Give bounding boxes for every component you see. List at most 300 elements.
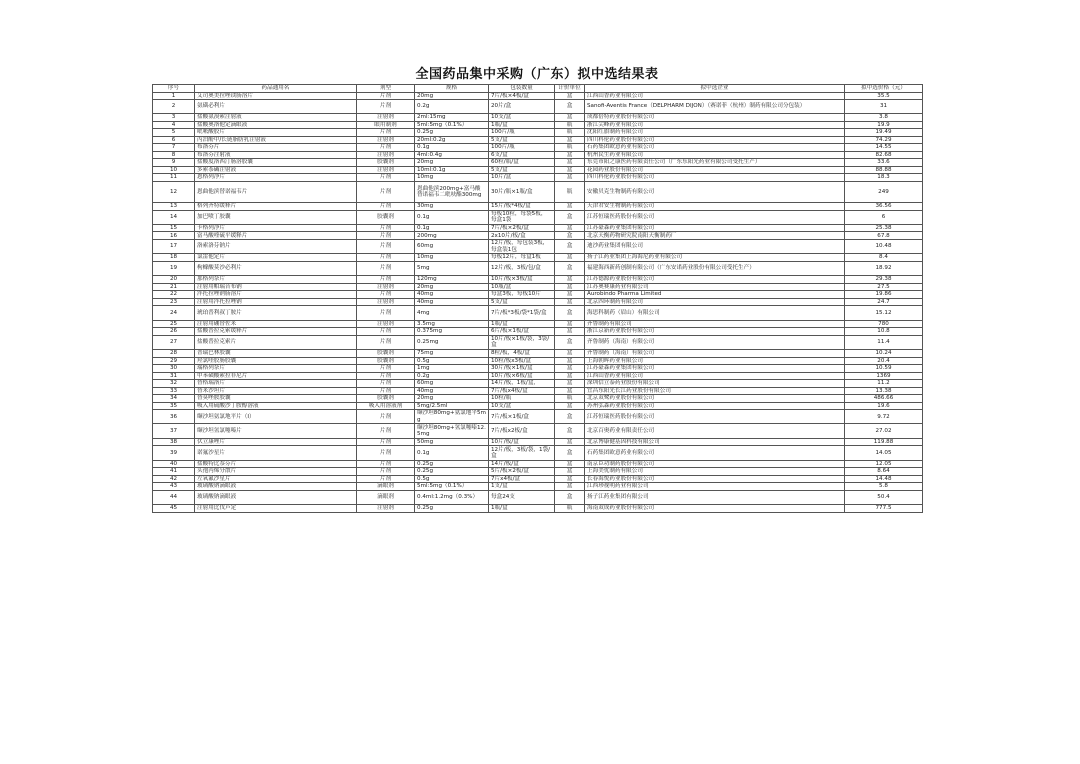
- cell-company: 成都倍特药业股份有限公司: [585, 114, 845, 122]
- cell-spec: 0.25g: [415, 468, 489, 476]
- cell-price: 9.72: [845, 410, 923, 424]
- cell-drug-name: 盐酸度洛西汀肠溶胶囊: [195, 159, 357, 167]
- cell-price: 14.05: [845, 446, 923, 460]
- cell-drug-name: 普瑞巴林胶囊: [195, 350, 357, 358]
- cell-dosage-form: 片剂: [357, 291, 415, 299]
- col-header-price: 拟中选价格（元）: [845, 85, 923, 93]
- cell-price: 3.8: [845, 114, 923, 122]
- table-header-row: [153, 85, 923, 93]
- cell-company: 沈阳红旗制药有限公司: [585, 129, 845, 137]
- cell-index: 15: [153, 224, 195, 232]
- cell-index: 7: [153, 144, 195, 152]
- cell-company: 江苏恒瑞医药股份有限公司: [585, 210, 845, 224]
- cell-package: 12片/板，3板/袋，1袋/盒: [489, 446, 555, 460]
- cell-unit: 盒: [555, 335, 585, 349]
- cell-company: 福建海西新药创制有限公司（广东安诺药业股份有限公司受托生产）: [585, 261, 845, 275]
- table-row: [153, 380, 923, 388]
- cell-price: 780: [845, 320, 923, 328]
- cell-spec: 1mg: [415, 365, 489, 373]
- cell-price: 35.5: [845, 92, 923, 100]
- cell-dosage-form: 注射剂: [357, 114, 415, 122]
- cell-drug-name: 格列齐特缓释片: [195, 203, 357, 211]
- cell-price: 27.02: [845, 424, 923, 438]
- cell-spec: 0.25mg: [415, 335, 489, 349]
- cell-price: 25.38: [845, 224, 923, 232]
- cell-price: 33.6: [845, 159, 923, 167]
- cell-package: 10支/盒: [489, 402, 555, 410]
- cell-price: 14.48: [845, 475, 923, 483]
- cell-index: 41: [153, 468, 195, 476]
- cell-drug-name: 盐酸特比萘芬片: [195, 460, 357, 468]
- table-row: [153, 483, 923, 491]
- cell-package: 10片/板/盒: [489, 438, 555, 446]
- cell-company: 花园药业股份有限公司: [585, 166, 845, 174]
- cell-index: 8: [153, 151, 195, 159]
- cell-company: 齐鲁制药有限公司: [585, 320, 845, 328]
- cell-company: 江苏奥赛康药业有限公司: [585, 283, 845, 291]
- cell-drug-name: 注射用帕瑞昔布钠: [195, 283, 357, 291]
- cell-index: 37: [153, 424, 195, 438]
- cell-spec: 0.2g: [415, 372, 489, 380]
- cell-unit: 盒: [555, 254, 585, 262]
- cell-price: 777.5: [845, 505, 923, 513]
- cell-price: 11.2: [845, 380, 923, 388]
- cell-package: 7片x4板/盒: [489, 475, 555, 483]
- cell-dosage-form: 片剂: [357, 232, 415, 240]
- cell-unit: 盒: [555, 438, 585, 446]
- cell-price: 18.3: [845, 174, 923, 182]
- table-row: [153, 136, 923, 144]
- table-row: [153, 159, 923, 167]
- cell-company: 扬子江药业集团上海海尼药业有限公司: [585, 254, 845, 262]
- cell-spec: 40mg: [415, 291, 489, 299]
- cell-drug-name: 注射用硼替佐米: [195, 320, 357, 328]
- cell-company: 天津君安生物制药有限公司: [585, 203, 845, 211]
- cell-dosage-form: 注射剂: [357, 505, 415, 513]
- cell-index: 36: [153, 410, 195, 424]
- cell-company: 北京百奥药业有限责任公司: [585, 424, 845, 438]
- cell-price: 5.8: [845, 483, 923, 491]
- cell-drug-name: 布洛芬片: [195, 144, 357, 152]
- cell-price: 31: [845, 100, 923, 114]
- cell-company: 南京臣功制药股份有限公司: [585, 460, 845, 468]
- cell-package: 12片/板，每包装3板，每盒装1包: [489, 239, 555, 253]
- cell-unit: 瓶: [555, 395, 585, 403]
- table-row: [153, 144, 923, 152]
- cell-unit: 盒: [555, 224, 585, 232]
- cell-index: 24: [153, 306, 195, 320]
- cell-company: 齐鲁制药（海南）有限公司: [585, 350, 845, 358]
- table-row: [153, 424, 923, 438]
- cell-price: 12.05: [845, 460, 923, 468]
- cell-unit: 盒: [555, 410, 585, 424]
- cell-package: 5支/盒: [489, 166, 555, 174]
- cell-dosage-form: 片剂: [357, 468, 415, 476]
- cell-dosage-form: 片剂: [357, 254, 415, 262]
- cell-dosage-form: 片剂: [357, 203, 415, 211]
- cell-drug-name: 恩曲他滨替诺福韦片: [195, 181, 357, 202]
- cell-index: 35: [153, 402, 195, 410]
- cell-company: Aurobindo Pharma Limited: [585, 291, 845, 299]
- cell-unit: 盒: [555, 239, 585, 253]
- cell-drug-name: 替米沙坦片: [195, 387, 357, 395]
- cell-price: 24.7: [845, 298, 923, 306]
- cell-drug-name: 洛索洛芬钠片: [195, 239, 357, 253]
- cell-index: 32: [153, 380, 195, 388]
- cell-drug-name: 注射用泮托拉唑钠: [195, 298, 357, 306]
- cell-index: 26: [153, 328, 195, 336]
- cell-dosage-form: 片剂: [357, 239, 415, 253]
- result-sheet: [152, 66, 922, 513]
- cell-price: 13.38: [845, 387, 923, 395]
- table-row: [153, 306, 923, 320]
- table-row: [153, 320, 923, 328]
- cell-spec: 60mg: [415, 239, 489, 253]
- cell-spec: 10ml:0.1g: [415, 166, 489, 174]
- cell-spec: 5mg/2.5ml: [415, 402, 489, 410]
- cell-price: 82.68: [845, 151, 923, 159]
- cell-package: 7片/板x4板/盒: [489, 387, 555, 395]
- cell-package: 7片/板×2板/盒: [489, 224, 555, 232]
- cell-index: 25: [153, 320, 195, 328]
- cell-spec: 0.1g: [415, 144, 489, 152]
- table-row: [153, 328, 923, 336]
- cell-index: 2: [153, 100, 195, 114]
- cell-spec: 60mg: [415, 380, 489, 388]
- cell-unit: 盒: [555, 114, 585, 122]
- cell-index: 1: [153, 92, 195, 100]
- cell-spec: 40mg: [415, 387, 489, 395]
- col-header-company: 拟中选企业: [585, 85, 845, 93]
- cell-unit: 盒: [555, 210, 585, 224]
- cell-package: 7片/板×4板/盒: [489, 92, 555, 100]
- cell-package: 30片/瓶×1瓶/盒: [489, 181, 555, 202]
- cell-price: 74.29: [845, 136, 923, 144]
- cell-price: 67.8: [845, 232, 923, 240]
- cell-unit: 盒: [555, 261, 585, 275]
- cell-price: 14.55: [845, 144, 923, 152]
- cell-dosage-form: 注射剂: [357, 298, 415, 306]
- cell-company: 杭州民生药业有限公司: [585, 151, 845, 159]
- cell-package: 10片/板×6板/盒: [489, 372, 555, 380]
- cell-unit: 盒: [555, 424, 585, 438]
- cell-index: 29: [153, 357, 195, 365]
- cell-dosage-form: 胶囊剂: [357, 395, 415, 403]
- cell-spec: 20mg: [415, 159, 489, 167]
- cell-drug-name: 替莫唑胺胶囊: [195, 395, 357, 403]
- cell-spec: 5ml:5mg（0.1%）: [415, 483, 489, 491]
- table-row: [153, 100, 923, 114]
- cell-drug-name: 氨磺必利片: [195, 100, 357, 114]
- table-row: [153, 291, 923, 299]
- table-row: [153, 121, 923, 129]
- cell-dosage-form: 注射剂: [357, 320, 415, 328]
- cell-spec: 3.5mg: [415, 320, 489, 328]
- table-row: [153, 129, 923, 137]
- cell-drug-name: 盐酸奥洛他定滴眼液: [195, 121, 357, 129]
- cell-company: 扬子江药业集团有限公司: [585, 490, 845, 504]
- cell-spec: 2ml:15mg: [415, 114, 489, 122]
- cell-package: 10片/板×1板/袋，3袋/盒: [489, 335, 555, 349]
- cell-price: 19.49: [845, 129, 923, 137]
- cell-index: 12: [153, 181, 195, 202]
- results-table: [152, 84, 923, 513]
- cell-drug-name: 缬沙坦氢氯噻嗪片: [195, 424, 357, 438]
- cell-drug-name: 玻璃酸钠滴眼液: [195, 490, 357, 504]
- cell-drug-name: 诺氟沙星片: [195, 446, 357, 460]
- cell-drug-name: 泮托拉唑钠肠溶片: [195, 291, 357, 299]
- cell-company: 东莞市阳之康医药有限责任公司（广东东阳光药业有限公司受托生产）: [585, 159, 845, 167]
- cell-drug-name: 吸入用硫酸沙丁胺醇溶液: [195, 402, 357, 410]
- cell-package: 10粒/板x3板/盒: [489, 357, 555, 365]
- cell-spec: 缬沙坦80mg+氨氯地平5mg: [415, 410, 489, 424]
- cell-spec: 30mg: [415, 203, 489, 211]
- cell-dosage-form: 片剂: [357, 372, 415, 380]
- cell-spec: 20ml:0.2g: [415, 136, 489, 144]
- table-row: [153, 276, 923, 284]
- cell-unit: 盒: [555, 328, 585, 336]
- cell-index: 23: [153, 298, 195, 306]
- cell-drug-name: 盐酸普拉克索片: [195, 335, 357, 349]
- cell-price: 10.24: [845, 350, 923, 358]
- cell-spec: 5mg: [415, 261, 489, 275]
- cell-dosage-form: 片剂: [357, 100, 415, 114]
- cell-company: 江苏豪森药业集团有限公司: [585, 365, 845, 373]
- cell-company: 北京博康健基因科技有限公司: [585, 438, 845, 446]
- cell-unit: 盒: [555, 387, 585, 395]
- cell-spec: 0.25g: [415, 129, 489, 137]
- cell-dosage-form: 片剂: [357, 387, 415, 395]
- cell-drug-name: 盐酸普拉克索缓释片: [195, 328, 357, 336]
- table-row: [153, 410, 923, 424]
- cell-package: 每盒3板，每板10片: [489, 291, 555, 299]
- cell-company: 浙江尖峰药业有限公司: [585, 121, 845, 129]
- cell-dosage-form: 片剂: [357, 446, 415, 460]
- table-row: [153, 114, 923, 122]
- cell-index: 9: [153, 159, 195, 167]
- cell-dosage-form: 注射剂: [357, 283, 415, 291]
- table-row: [153, 181, 923, 202]
- cell-package: 10支/盒: [489, 114, 555, 122]
- table-row: [153, 468, 923, 476]
- cell-package: 30片/板×1板/盒: [489, 365, 555, 373]
- cell-unit: 盒: [555, 372, 585, 380]
- cell-company: 北京双鹭药业股份有限公司: [585, 395, 845, 403]
- cell-company: 苏州弘森药业股份有限公司: [585, 402, 845, 410]
- cell-package: 7片/板×1板/盒: [489, 410, 555, 424]
- cell-package: 1瓶/盒: [489, 121, 555, 129]
- table-row: [153, 372, 923, 380]
- cell-unit: 盒: [555, 446, 585, 460]
- table-row: [153, 151, 923, 159]
- table-row: [153, 298, 923, 306]
- cell-drug-name: 伏立康唑片: [195, 438, 357, 446]
- cell-index: 10: [153, 166, 195, 174]
- cell-package: 100片/瓶: [489, 129, 555, 137]
- cell-price: 88.88: [845, 166, 923, 174]
- col-header-unit: 计价单位: [555, 85, 585, 93]
- cell-company: 四川科伦药业股份有限公司: [585, 136, 845, 144]
- cell-unit: 盒: [555, 136, 585, 144]
- cell-index: 16: [153, 232, 195, 240]
- cell-dosage-form: 胶囊剂: [357, 357, 415, 365]
- cell-company: 上海美优制药有限公司: [585, 468, 845, 476]
- cell-dosage-form: 片剂: [357, 144, 415, 152]
- cell-drug-name: 头孢丙烯分散片: [195, 468, 357, 476]
- cell-dosage-form: 片剂: [357, 438, 415, 446]
- cell-spec: 120mg: [415, 276, 489, 284]
- cell-spec: 50mg: [415, 438, 489, 446]
- cell-spec: 4mg: [415, 306, 489, 320]
- cell-dosage-form: 注射剂: [357, 151, 415, 159]
- cell-package: 10片/板×3板/盒: [489, 276, 555, 284]
- cell-dosage-form: 滴眼剂: [357, 483, 415, 491]
- table-row: [153, 475, 923, 483]
- cell-spec: 0.1g: [415, 210, 489, 224]
- table-row: [153, 446, 923, 460]
- cell-company: 北京天衡药物研究院南阳天衡制药厂: [585, 232, 845, 240]
- table-row: [153, 92, 923, 100]
- cell-company: 深圳信立泰药业股份有限公司: [585, 380, 845, 388]
- cell-package: 15片/板*4板/盒: [489, 203, 555, 211]
- cell-drug-name: 注射用比伐芦定: [195, 505, 357, 513]
- cell-spec: 0.25g: [415, 505, 489, 513]
- cell-package: 1瓶/盒: [489, 505, 555, 513]
- cell-index: 39: [153, 446, 195, 460]
- cell-unit: 盒: [555, 166, 585, 174]
- table-row: [153, 232, 923, 240]
- cell-drug-name: 布洛芬注射液: [195, 151, 357, 159]
- table-row: [153, 460, 923, 468]
- cell-drug-name: 加巴喷丁胶囊: [195, 210, 357, 224]
- table-row: [153, 350, 923, 358]
- col-header-spec: 规格: [415, 85, 489, 93]
- cell-dosage-form: 眼用制剂: [357, 121, 415, 129]
- cell-dosage-form: 注射剂: [357, 136, 415, 144]
- cell-price: 10.8: [845, 328, 923, 336]
- cell-price: 20.4: [845, 357, 923, 365]
- cell-price: 486.66: [845, 395, 923, 403]
- cell-package: 1支/盒: [489, 483, 555, 491]
- cell-drug-name: 丙泊酚中/长链脂肪乳注射液: [195, 136, 357, 144]
- cell-company: 北京四环制药有限公司: [585, 298, 845, 306]
- cell-dosage-form: 片剂: [357, 92, 415, 100]
- cell-company: 江西山香药业有限公司: [585, 92, 845, 100]
- cell-drug-name: 替格瑞洛片: [195, 380, 357, 388]
- cell-unit: 盒: [555, 380, 585, 388]
- cell-price: 15.12: [845, 306, 923, 320]
- cell-drug-name: 艾司奥美拉唑镁肠溶片: [195, 92, 357, 100]
- table-row: [153, 283, 923, 291]
- cell-drug-name: 玻璃酸钠滴眼液: [195, 483, 357, 491]
- cell-company: 江西山香药业有限公司: [585, 372, 845, 380]
- cell-company: 浙江京新药业股份有限公司: [585, 328, 845, 336]
- col-header-package: 包装数量: [489, 85, 555, 93]
- cell-price: 10.48: [845, 239, 923, 253]
- cell-unit: 盒: [555, 490, 585, 504]
- cell-unit: 盒: [555, 232, 585, 240]
- cell-drug-name: 那格列奈片: [195, 276, 357, 284]
- cell-unit: 盒: [555, 483, 585, 491]
- cell-drug-name: 左氧氟沙星片: [195, 475, 357, 483]
- cell-dosage-form: 胶囊剂: [357, 350, 415, 358]
- cell-unit: 盒: [555, 92, 585, 100]
- cell-index: 13: [153, 203, 195, 211]
- cell-drug-name: 恩格列净片: [195, 174, 357, 182]
- cell-index: 20: [153, 276, 195, 284]
- cell-package: 14片/板，1板/盒，: [489, 380, 555, 388]
- cell-package: 8粒/板，4板/盒: [489, 350, 555, 358]
- cell-price: 18.92: [845, 261, 923, 275]
- cell-spec: 0.375mg: [415, 328, 489, 336]
- cell-spec: 5ml:5mg（0.1%）: [415, 121, 489, 129]
- cell-dosage-form: 片剂: [357, 174, 415, 182]
- cell-price: 10.59: [845, 365, 923, 373]
- cell-dosage-form: 片剂: [357, 276, 415, 284]
- cell-index: 45: [153, 505, 195, 513]
- cell-dosage-form: 片剂: [357, 475, 415, 483]
- cell-dosage-form: 片剂: [357, 380, 415, 388]
- cell-drug-name: 琥珀普利叔丁胺片: [195, 306, 357, 320]
- cell-company: 宜昌东阳光长江药业股份有限公司: [585, 387, 845, 395]
- cell-dosage-form: 片剂: [357, 181, 415, 202]
- table-row: [153, 335, 923, 349]
- cell-dosage-form: 片剂: [357, 365, 415, 373]
- cell-spec: 0.1g: [415, 224, 489, 232]
- cell-index: 5: [153, 129, 195, 137]
- cell-unit: 盒: [555, 159, 585, 167]
- cell-dosage-form: 吸入用溶液剂: [357, 402, 415, 410]
- cell-unit: 瓶: [555, 144, 585, 152]
- table-row: [153, 365, 923, 373]
- cell-index: 33: [153, 387, 195, 395]
- cell-package: 12片/板，3板/包/盒: [489, 261, 555, 275]
- cell-unit: 盒: [555, 350, 585, 358]
- cell-package: 60粒/瓶/盒: [489, 159, 555, 167]
- cell-company: 石药集团欧意药业有限公司: [585, 446, 845, 460]
- cell-drug-name: 卡格列净片: [195, 224, 357, 232]
- cell-spec: 0.5g: [415, 475, 489, 483]
- cell-company: 迪沙药业集团有限公司: [585, 239, 845, 253]
- cell-unit: 盒: [555, 460, 585, 468]
- cell-spec: 20mg: [415, 283, 489, 291]
- cell-spec: 0.25g: [415, 460, 489, 468]
- cell-package: 14片/板/盒: [489, 460, 555, 468]
- cell-dosage-form: 片剂: [357, 129, 415, 137]
- cell-unit: 盒: [555, 283, 585, 291]
- page-title: 全国药品集中采购（广东）拟中选结果表: [415, 67, 659, 82]
- cell-unit: 盒: [555, 402, 585, 410]
- cell-spec: 4ml:0.4g: [415, 151, 489, 159]
- cell-company: 长春海悦药业股份有限公司: [585, 475, 845, 483]
- cell-index: 19: [153, 261, 195, 275]
- cell-dosage-form: 片剂: [357, 460, 415, 468]
- table-row: [153, 203, 923, 211]
- cell-drug-name: 多索茶碱注射液: [195, 166, 357, 174]
- cell-package: 每板12片，每盒1板: [489, 254, 555, 262]
- cell-drug-name: 羟氯喹胶肠胶囊: [195, 357, 357, 365]
- cell-price: 11.4: [845, 335, 923, 349]
- cell-spec: 0.5g: [415, 357, 489, 365]
- cell-dosage-form: 注射剂: [357, 166, 415, 174]
- cell-drug-name: 甲苯磺酸索拉非尼片: [195, 372, 357, 380]
- table-row: [153, 239, 923, 253]
- cell-index: 4: [153, 121, 195, 129]
- table-row: [153, 357, 923, 365]
- cell-index: 28: [153, 350, 195, 358]
- cell-company: 上海朝晖药业有限公司: [585, 357, 845, 365]
- cell-drug-name: 氯雷他定片: [195, 254, 357, 262]
